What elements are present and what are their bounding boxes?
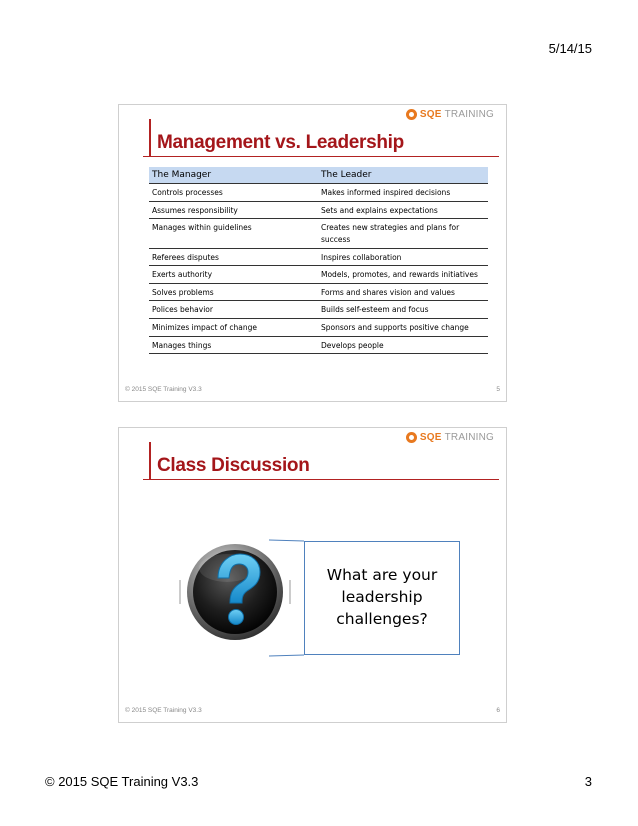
slide-class-discussion xyxy=(118,427,507,723)
title-bar xyxy=(149,119,493,157)
slide-title: Class Discussion xyxy=(157,455,310,476)
manager-cell: Manages within guidelines xyxy=(149,219,318,248)
table-row xyxy=(149,184,488,202)
header-leader: The Leader xyxy=(318,167,488,184)
manager-cell: Referees disputes xyxy=(149,248,318,266)
manager-cell: Manages things xyxy=(149,336,318,354)
slide-title: Management vs. Leadership xyxy=(157,132,404,153)
table-header-row xyxy=(149,167,488,184)
leader-cell: Develops people xyxy=(318,336,488,354)
table-row xyxy=(149,319,488,337)
page-footer-copyright: © 2015 SQE Training V3.3 xyxy=(45,774,199,789)
manager-cell: Solves problems xyxy=(149,283,318,301)
logo-brand: SQE xyxy=(419,432,442,443)
logo-brand: SQE xyxy=(419,109,442,120)
manager-cell: Exerts authority xyxy=(149,266,318,284)
callout-text: What are your leadership challenges? xyxy=(326,566,438,628)
table-row xyxy=(149,283,488,301)
table-row xyxy=(149,336,488,354)
comparison-table xyxy=(149,167,488,354)
table-row xyxy=(149,219,488,248)
discussion-callout xyxy=(304,541,460,655)
header-manager: The Manager xyxy=(149,167,318,184)
leader-cell: Creates new strategies and plans for success xyxy=(318,219,488,248)
leader-cell: Sponsors and supports positive change xyxy=(318,319,488,337)
slide-management-vs-leadership xyxy=(118,104,507,402)
leader-cell: Sets and explains expectations xyxy=(318,201,488,219)
leader-cell: Inspires collaboration xyxy=(318,248,488,266)
slide-footer: © 2015 SQE Training V3.3 xyxy=(125,707,202,714)
slide-number: 5 xyxy=(496,386,500,393)
table-row xyxy=(149,201,488,219)
table-row xyxy=(149,266,488,284)
logo-word: TRAINING xyxy=(444,432,494,443)
page-number: 3 xyxy=(584,774,592,789)
page-date: 5/14/15 xyxy=(548,41,592,56)
manager-cell: Controls processes xyxy=(149,184,318,202)
slide-number: 6 xyxy=(496,707,500,714)
leader-cell: Models, promotes, and rewards initiatives xyxy=(318,266,488,284)
manager-cell: Minimizes impact of change xyxy=(149,319,318,337)
manager-cell: Polices behavior xyxy=(149,301,318,319)
logo-word: TRAINING xyxy=(444,109,494,120)
slide-footer: © 2015 SQE Training V3.3 xyxy=(125,386,202,393)
leader-cell: Forms and shares vision and values xyxy=(318,283,488,301)
table-row xyxy=(149,248,488,266)
manager-cell: Assumes responsibility xyxy=(149,201,318,219)
leader-cell: Builds self-esteem and focus xyxy=(318,301,488,319)
leader-cell: Makes informed inspired decisions xyxy=(318,184,488,202)
table-row xyxy=(149,301,488,319)
